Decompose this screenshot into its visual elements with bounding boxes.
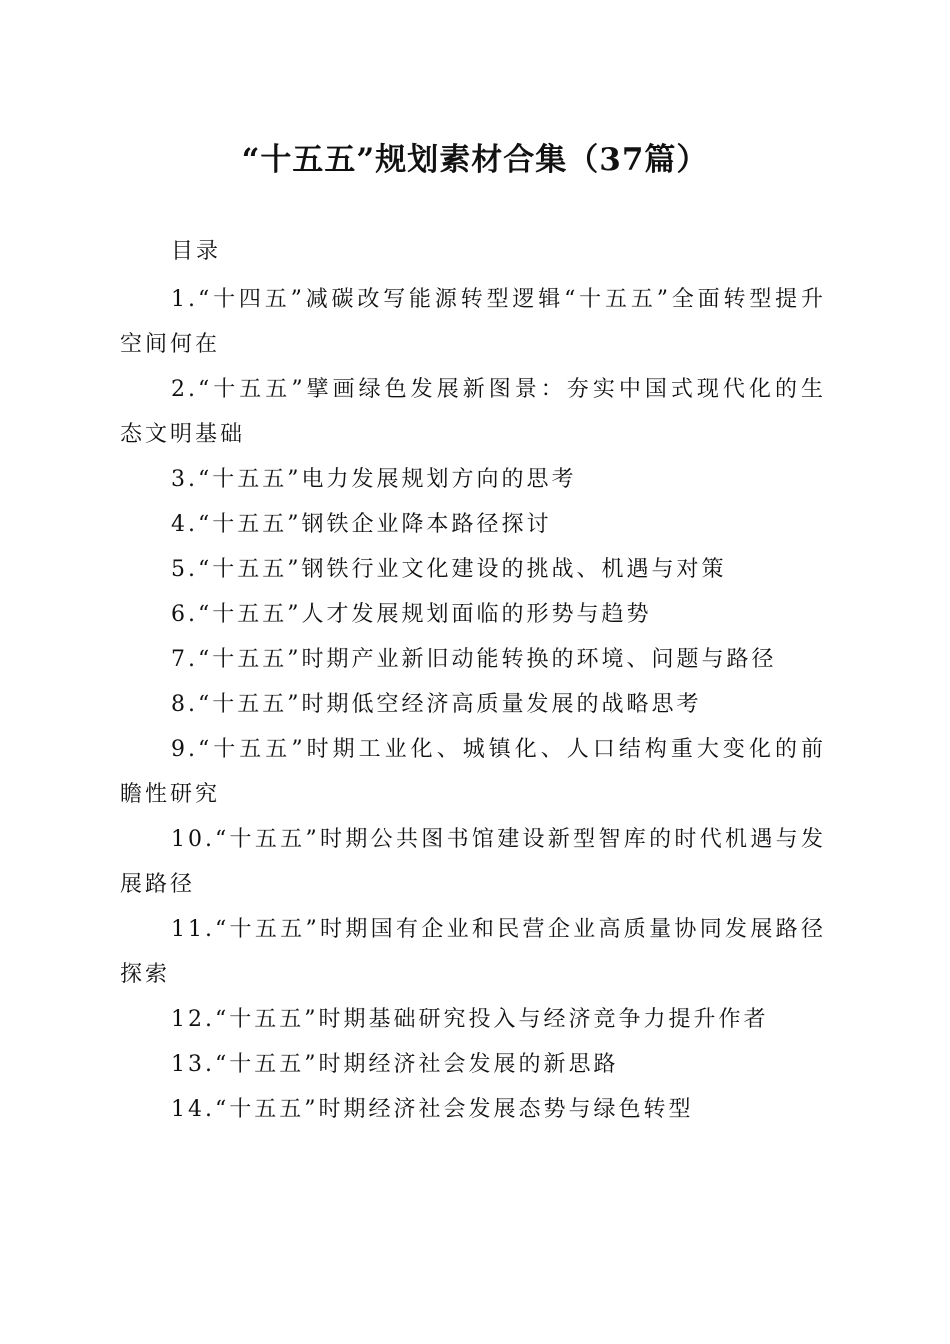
toc-item: 14.“十五五”时期经济社会发展态势与绿色转型 xyxy=(171,1097,694,1122)
toc-item: 10.“十五五”时期公共图书馆建设新型智库的时代机遇与发展路径 xyxy=(120,827,826,897)
toc-item: 2.“十五五”擘画绿色发展新图景：夯实中国式现代化的生态文明基础 xyxy=(120,377,826,447)
toc-item: 12.“十五五”时期基础研究投入与经济竞争力提升作者 xyxy=(171,1007,769,1032)
toc-heading: 目录 xyxy=(171,239,222,264)
toc-list xyxy=(120,277,826,1132)
toc-item: 9.“十五五”时期工业化、城镇化、人口结构重大变化的前瞻性研究 xyxy=(120,737,826,807)
toc-item: 5.“十五五”钢铁行业文化建设的挑战、机遇与对策 xyxy=(171,557,727,582)
toc-item: 4.“十五五”钢铁企业降本路径探讨 xyxy=(171,512,552,537)
toc-item: 13.“十五五”时期经济社会发展的新思路 xyxy=(171,1052,619,1077)
toc-item: 3.“十五五”电力发展规划方向的思考 xyxy=(171,467,577,492)
toc-item: 11.“十五五”时期国有企业和民营企业高质量协同发展路径探索 xyxy=(120,917,826,987)
toc-item: 7.“十五五”时期产业新旧动能转换的环境、问题与路径 xyxy=(171,647,777,672)
toc-item: 1.“十四五”减碳改写能源转型逻辑“十五五”全面转型提升空间何在 xyxy=(120,287,826,357)
toc-item: 8.“十五五”时期低空经济高质量发展的战略思考 xyxy=(171,692,702,717)
toc-item: 6.“十五五”人才发展规划面临的形势与趋势 xyxy=(171,602,652,627)
document-title: “十五五”规划素材合集（37篇） xyxy=(241,142,709,178)
